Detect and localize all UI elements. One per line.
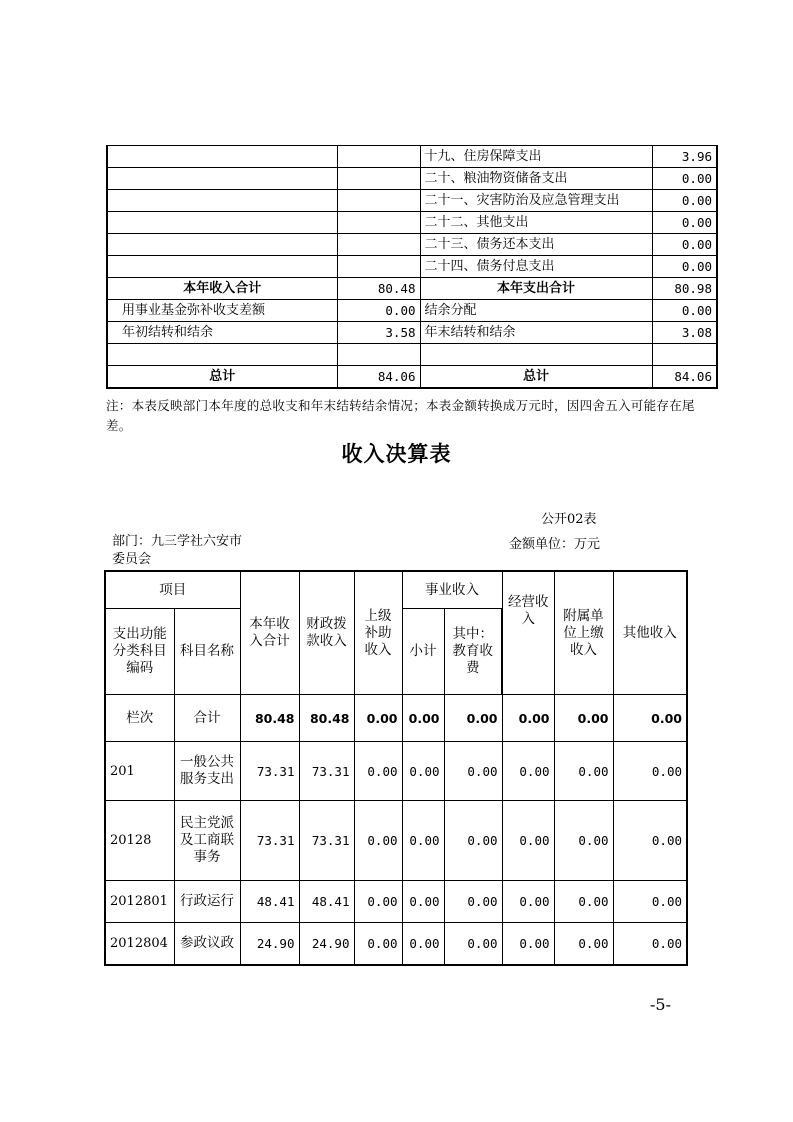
cell-subtotal: 0.00	[402, 742, 444, 801]
income-settlement-table	[104, 570, 688, 966]
grand-total-right-value: 84.06	[652, 366, 717, 389]
table-row	[107, 344, 717, 366]
expense-item-value: 3.96	[652, 146, 717, 168]
header-subtotal: 小计	[402, 609, 444, 695]
expense-item-value: 0.00	[652, 234, 717, 256]
cell-affiliated: 0.00	[554, 801, 613, 881]
cell-operating: 0.00	[502, 923, 554, 965]
fund-label: 用事业基金弥补收支差额	[107, 300, 337, 322]
table-row	[107, 234, 717, 256]
unit-label: 金额单位：万元	[509, 537, 601, 552]
cell-edu: 0.00	[444, 801, 502, 881]
cell-total: 24.90	[240, 923, 299, 965]
table-row	[105, 923, 687, 965]
header-item: 项目	[105, 571, 240, 609]
total-row	[107, 278, 717, 300]
expense-total-label: 本年支出合计	[420, 278, 652, 300]
grand-total-row	[107, 366, 717, 389]
grand-total-right-label: 总计	[420, 366, 652, 389]
cell-edu: 0.00	[444, 881, 502, 923]
distribution-value: 0.00	[652, 300, 717, 322]
table-row	[107, 168, 717, 190]
cell-other: 0.00	[613, 742, 687, 801]
cell-total: 48.41	[240, 881, 299, 923]
cell-edu: 0.00	[444, 695, 502, 742]
header-affiliated: 附属单位上缴收入	[554, 571, 613, 695]
table-row	[107, 256, 717, 278]
grand-total-left-value: 84.06	[337, 366, 420, 389]
table-row	[107, 300, 717, 322]
row-name: 一般公共服务支出	[174, 742, 240, 801]
cell-subtotal: 0.00	[402, 923, 444, 965]
expense-item-value: 0.00	[652, 256, 717, 278]
cell-superior: 0.00	[354, 695, 402, 742]
cell-superior: 0.00	[354, 881, 402, 923]
table-row	[107, 146, 717, 168]
expense-item-label: 二十四、债务付息支出	[420, 256, 652, 278]
cell-superior: 0.00	[354, 742, 402, 801]
table-row	[105, 742, 687, 801]
cell-fiscal: 24.90	[299, 923, 354, 965]
expense-item-label: 二十、粮油物资储备支出	[420, 168, 652, 190]
cell-fiscal: 48.41	[299, 881, 354, 923]
row-code: 20128	[105, 801, 174, 881]
cell-other: 0.00	[613, 881, 687, 923]
income-total-label: 本年收入合计	[107, 278, 337, 300]
expense-item-label: 二十三、债务还本支出	[420, 234, 652, 256]
cell-subtotal: 0.00	[402, 801, 444, 881]
department-label: 部门：九三学社六安市委员会	[112, 534, 243, 567]
header-business: 事业收入	[402, 571, 502, 609]
distribution-label: 结余分配	[420, 300, 652, 322]
expense-item-value: 0.00	[652, 212, 717, 234]
cell-superior: 0.00	[354, 801, 402, 881]
table-note: 注：本表反映部门本年度的总收支和年末结转结余情况；本表金额转换成万元时，因四舍五入可能存在尾差。	[106, 398, 695, 433]
table-row	[105, 801, 687, 881]
header-total: 本年收入合计	[240, 571, 299, 695]
cell-other: 0.00	[613, 801, 687, 881]
row-name: 民主党派及工商联事务	[174, 801, 240, 881]
header-func-code: 支出功能分类科目编码	[105, 609, 174, 695]
table-row	[107, 322, 717, 344]
cell-affiliated: 0.00	[554, 881, 613, 923]
header-subject-name: 科目名称	[174, 609, 240, 695]
cell-other: 0.00	[613, 923, 687, 965]
cell-edu: 0.00	[444, 923, 502, 965]
table-code: 公开02表	[541, 512, 597, 527]
cell-total: 73.31	[240, 801, 299, 881]
begin-balance-label: 年初结转和结余	[107, 322, 337, 344]
page-title: 收入决算表	[341, 442, 452, 466]
income-expense-summary-table	[106, 145, 718, 389]
cell-fiscal: 80.48	[299, 695, 354, 742]
end-balance-value: 3.08	[652, 322, 717, 344]
fund-value: 0.00	[337, 300, 420, 322]
row-code: 栏次	[105, 695, 174, 742]
expense-item-label: 二十二、其他支出	[420, 212, 652, 234]
cell-superior: 0.00	[354, 923, 402, 965]
header-edu-fee: 其中：教育收费	[444, 609, 502, 695]
grand-total-left-label: 总计	[107, 366, 337, 389]
row-code: 2012801	[105, 881, 174, 923]
table-row	[105, 695, 687, 742]
header-row	[105, 571, 687, 609]
cell-operating: 0.00	[502, 881, 554, 923]
cell-total: 73.31	[240, 742, 299, 801]
cell-fiscal: 73.31	[299, 742, 354, 801]
cell-other: 0.00	[613, 695, 687, 742]
expense-item-value: 0.00	[652, 168, 717, 190]
header-superior: 上级补助收入	[354, 571, 402, 695]
row-code: 201	[105, 742, 174, 801]
header-other: 其他收入	[613, 571, 687, 695]
expense-item-label: 十九、住房保障支出	[420, 146, 652, 168]
row-name: 参政议政	[174, 923, 240, 965]
end-balance-label: 年末结转和结余	[420, 322, 652, 344]
header-operating: 经营收入	[502, 571, 554, 695]
header-fiscal: 财政拨款收入	[299, 571, 354, 695]
table-row	[107, 212, 717, 234]
income-total-value: 80.48	[337, 278, 420, 300]
row-code: 2012804	[105, 923, 174, 965]
cell-operating: 0.00	[502, 801, 554, 881]
cell-operating: 0.00	[502, 742, 554, 801]
cell-subtotal: 0.00	[402, 881, 444, 923]
cell-operating: 0.00	[502, 695, 554, 742]
row-name: 行政运行	[174, 881, 240, 923]
table-row	[107, 190, 717, 212]
row-name: 合计	[174, 695, 240, 742]
cell-affiliated: 0.00	[554, 923, 613, 965]
page-number: -5-	[650, 995, 671, 1014]
cell-subtotal: 0.00	[402, 695, 444, 742]
cell-fiscal: 73.31	[299, 801, 354, 881]
cell-affiliated: 0.00	[554, 742, 613, 801]
begin-balance-value: 3.58	[337, 322, 420, 344]
expense-item-value: 0.00	[652, 190, 717, 212]
cell-edu: 0.00	[444, 742, 502, 801]
cell-total: 80.48	[240, 695, 299, 742]
table-row	[105, 881, 687, 923]
expense-item-label: 二十一、灾害防治及应急管理支出	[420, 190, 652, 212]
cell-affiliated: 0.00	[554, 695, 613, 742]
expense-total-value: 80.98	[652, 278, 717, 300]
